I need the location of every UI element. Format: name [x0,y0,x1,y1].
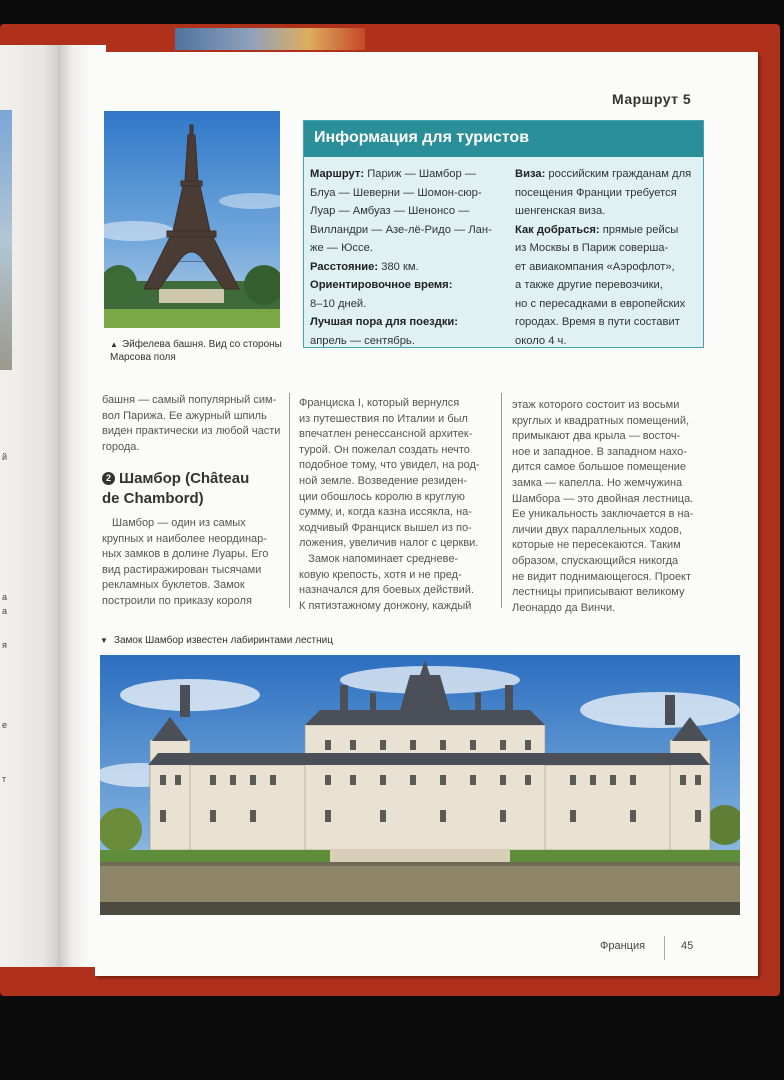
text-line: ции обошлось королю в круглую [299,490,465,503]
text-line: ложения, увеличив налог с церкви. [299,537,479,550]
column-divider [289,393,290,608]
info-label: Как добраться: [515,223,600,236]
info-label: Виза: [515,168,546,180]
text-line: ковую крепость, хотя и не пред- [299,568,462,581]
info-label: Маршрут: [310,168,365,180]
text-line: образом, спускающийся никогда [512,554,679,567]
text-line: из путешествия по Италии и был [299,412,468,425]
info-route: Маршрут: Париж — Шамбор — Блуа — Шеверни — Шомон-сюр- Луар — Амбуаз — Шенонсо — Вилландри — Азе-лё-Ридо — Лан- же — Юссе. [310,168,492,254]
previous-page-letter: е [2,720,8,730]
info-left-column [310,165,510,350]
tourist-info-title: Информация для туристов [314,129,530,146]
text-line: Шамбор — один из самых [112,517,246,529]
body-column-1 [102,516,282,610]
text-line: турой. Он пожелал создать нечто [299,443,470,456]
previous-page-letter: я [2,640,7,650]
body-column-1-intro [102,393,282,455]
text-line: назначался для боевых действий. [299,584,474,597]
text-line: подобное тому, что увидел, на род- [299,459,480,472]
text-line: построили по приказу короля [102,594,252,607]
text-line: рекламных буклетов. Замок [102,579,245,592]
text-line: К пятиэтажному донжону, каждый [299,599,472,612]
text-line: ное и западное. В западном нахо- [512,445,687,458]
eiffel-caption-text: Эйфелева башня. Вид со стороны Марсова поля [110,339,282,363]
info-label: Лучшая пора для поездки: [310,316,459,328]
text-line: дится самое большое помещение [512,461,687,474]
text-line: башня — самый популярный сим- [102,394,277,406]
caption-triangle-icon: ▼ [100,636,108,645]
text-line: ходчивый Франциск вышел из по- [299,521,472,534]
footer-divider [664,936,665,960]
text-line: города. [102,440,140,453]
column-divider [501,393,502,608]
text-line: не видит поднимающегося. Проект [512,570,692,583]
info-getting-there: Как добраться: прямые рейсы из Москвы в Париж соверша- ет авиакомпания «Аэрофлот», а также другие перевозчики, но с пересадками в европейских городах. Время в пути составит около 4 ч. [515,223,686,347]
text-line: виден практически из любой части [102,425,281,438]
cover-decoration [175,28,365,50]
text-line: Франциска I, который вернулся [299,397,460,409]
text-line: сумму, и, когда казна иссякла, на- [299,506,472,519]
text-line: вол Парижа. Ее ажурный шпиль [102,409,267,422]
info-visa: Виза: российским гражданам для посещения Франции требуется шенгенская виза. [515,168,692,217]
text-line: вид растиражирован тысячами [102,563,262,576]
previous-page-letter: а [2,592,8,602]
footer-country: Франция [600,940,646,952]
previous-page-letter: т [2,774,7,784]
text-line: ной земле. Возведение резиден- [299,474,467,487]
info-duration: Ориентировочное время: 8–10 дней. [310,279,453,310]
text-line: личии двух параллельных ходов, [512,523,682,536]
previous-page-photo-edge [0,110,12,370]
text-line: ных замков в долине Луары. Его [102,548,269,561]
info-right-column [515,165,703,350]
section-heading-chambord [102,469,282,509]
info-label: Расстояние: [310,260,379,273]
text-line: Шамбора — это двойная лестница. [512,492,694,505]
chateau-de-chambord-photo [100,655,740,915]
body-column-3 [512,398,712,616]
section-number-badge: 2 [102,472,115,485]
previous-page-letter: й [2,452,8,462]
chateau-caption-text: Замок Шамбор известен лабиринтами лестниц [113,635,333,646]
info-best-season: Лучшая пора для поездки: апрель — сентябрь. [310,316,459,347]
text-line: круглых и квадратных помещений, [512,414,690,427]
eiffel-tower-photo [104,111,280,328]
tourist-info-header [304,121,703,157]
eiffel-photo-caption [110,338,290,364]
route-header: Маршрут 5 [612,91,692,107]
page-number: 45 [681,940,694,952]
text-line: Леонардо да Винчи. [512,601,616,614]
info-distance: Расстояние: 380 км. [310,260,419,273]
section-title-line: de Chambord) [102,490,204,507]
text-line: этаж которого состоит из восьми [512,399,680,411]
body-column-2 [299,396,495,614]
text-line: которые не пересекаются. Таким [512,539,681,552]
section-title-line: Шамбор (Château [119,470,250,487]
text-line: впечатлен ренессансной архитек- [299,428,473,441]
text-line: примыкают два крыла — восточ- [512,430,681,443]
text-line: замка — капелла. Но жемчужина [512,476,683,489]
tourist-info-box [303,120,704,348]
text-line: крупных и наиболее неординар- [102,532,267,545]
chateau-photo-caption [100,634,500,647]
text-line: Ее уникальность заключается в на- [512,508,694,521]
info-label: Ориентировочное время: [310,279,453,291]
previous-page-letter: а [2,606,8,616]
text-line: Замок напоминает средневе- [299,552,459,565]
text-line: лестницы приписывают великому [512,586,685,599]
caption-triangle-icon: ▲ [110,340,118,349]
